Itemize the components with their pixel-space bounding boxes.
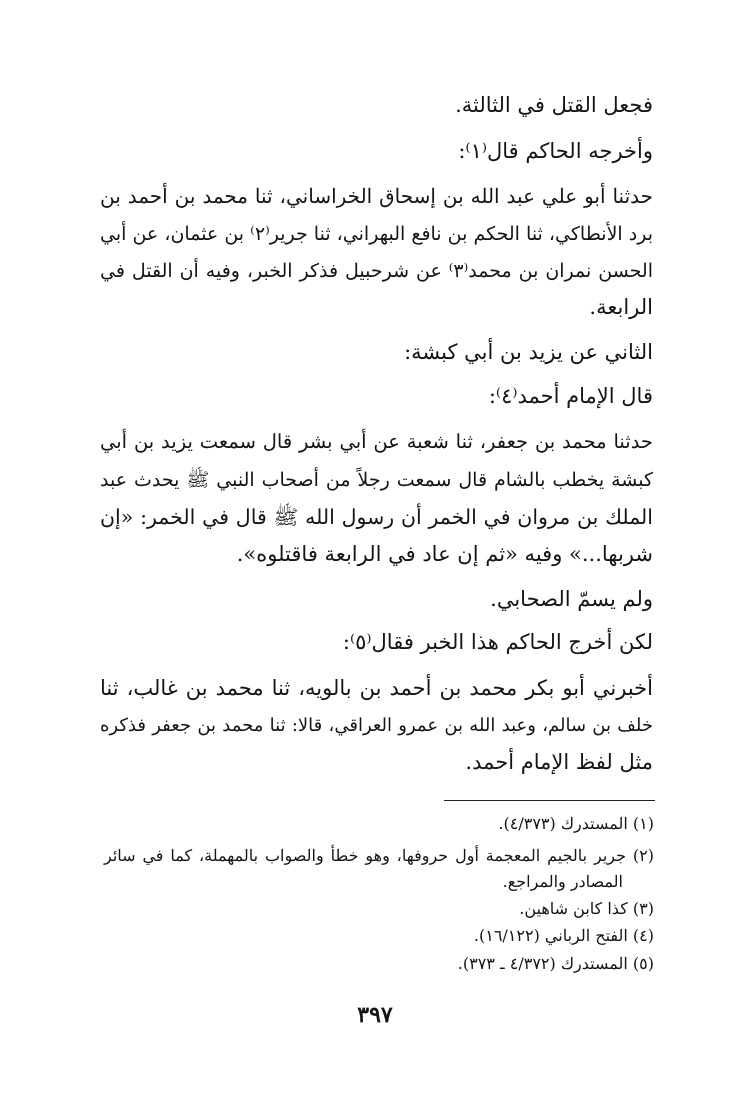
footnote-1: (١) المستدرك (٤/٣٧٣). xyxy=(498,814,654,833)
body-line-1: فجعل القتل في الثالثة. xyxy=(455,93,653,117)
body-line-14: لكن أخرج الحاكم هذا الخبر فقال⁽٥⁾: xyxy=(342,630,653,654)
body-line-6: الرابعة. xyxy=(589,295,653,319)
body-line-11: الملك بن مروان في الخمر أن رسول الله ﷺ قال في الخمر: «إن xyxy=(100,505,653,529)
footnote-4: (٤) الفتح الرباني (١٦/١٢٢). xyxy=(473,926,654,945)
body-line-9: حدثنا محمد بن جعفر، ثنا شعبة عن أبي بشر قال سمعت يزيد بن أبي xyxy=(100,430,653,453)
body-line-17: مثل لفظ الإمام أحمد. xyxy=(465,750,653,774)
body-line-8: قال الإمام أحمد⁽٤⁾: xyxy=(488,384,653,408)
body-line-4: برد الأنطاكي، ثنا الحكم بن نافع البهراني، ثنا جرير⁽٢⁾ بن عثمان، عن أبي xyxy=(100,223,654,245)
page-number: ٣٩٧ xyxy=(357,1002,393,1028)
body-line-16: خلف بن سالم، وعبد الله بن عمرو العراقي، قالا: ثنا محمد بن جعفر فذكره xyxy=(100,715,653,736)
body-line-3: حدثنا أبو علي عبد الله بن إسحاق الخراساني، ثنا محمد بن أحمد بن xyxy=(100,184,653,208)
footnote-separator xyxy=(444,800,655,801)
body-line-7: الثاني عن يزيد بن أبي كبشة: xyxy=(404,340,653,364)
footnote-5: (٥) المستدرك (٤/٣٧٢ ـ ٣٧٣). xyxy=(457,954,654,973)
footnote-2: (٢) جرير بالجيم المعجمة أول حروفها، وهو خطأ والصواب بالمهملة، كما في سائر xyxy=(104,846,654,865)
body-line-5: الحسن نمران بن محمد⁽٣⁾ عن شرحبيل فذكر الخبر، وفيه أن القتل في xyxy=(100,260,654,282)
footnote-3: (٣) كذا كابن شاهين. xyxy=(519,899,654,918)
body-line-13: ولم يسمّ الصحابي. xyxy=(490,587,653,611)
body-line-2: وأخرجه الحاكم قال⁽١⁾: xyxy=(458,139,653,163)
body-line-10: كبشة يخطب بالشام قال سمعت رجلاً من أصحاب النبي ﷺ يحدث عبد xyxy=(100,469,653,491)
body-line-15: أخبرني أبو بكر محمد بن أحمد بن بالويه، ثنا محمد بن غالب، ثنا xyxy=(100,676,653,700)
footnote-2-continued: المصادر والمراجع. xyxy=(502,872,623,891)
body-line-12: شربها...» وفيه «ثم إن عاد في الرابعة فاقتلوه». xyxy=(236,542,653,566)
